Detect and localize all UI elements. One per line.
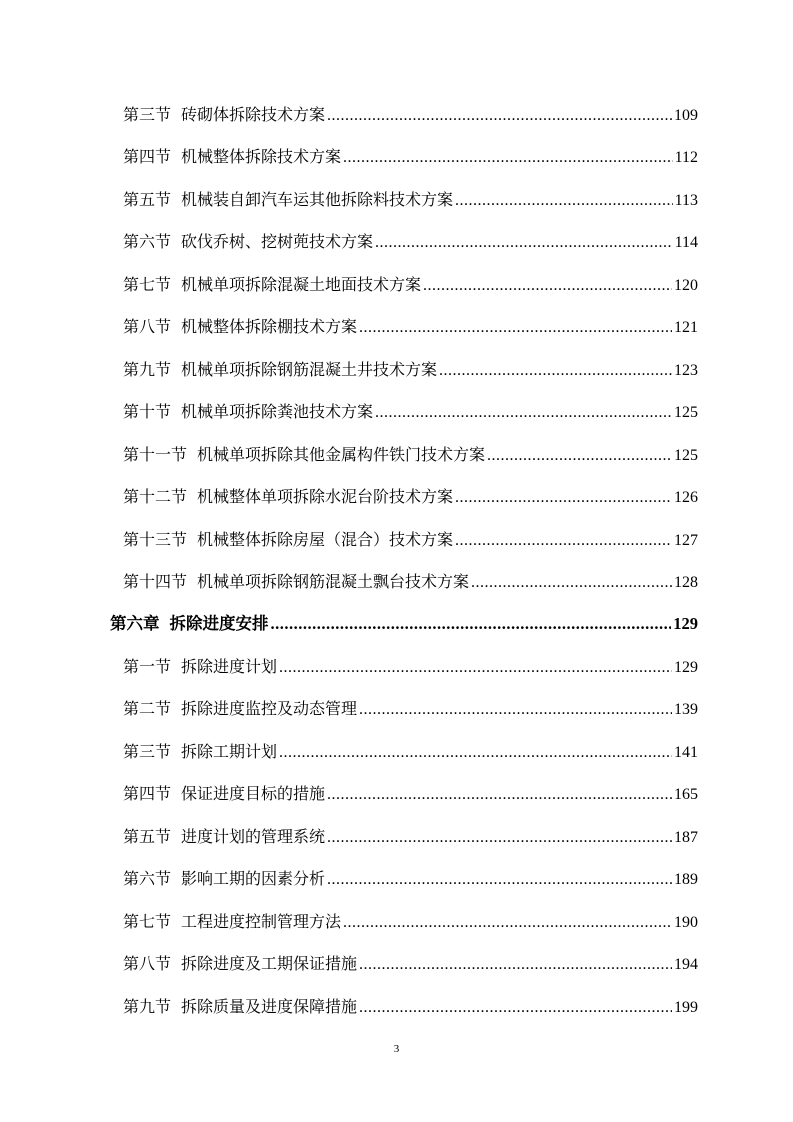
toc-entry[interactable]: [123, 781, 698, 807]
entry-page-number: 125: [674, 404, 698, 422]
entry-page-number: 121: [674, 319, 698, 337]
entry-page-number: 113: [674, 191, 698, 209]
dot-leader: [343, 910, 672, 936]
dot-leader: [375, 400, 672, 426]
dot-leader: [471, 570, 672, 596]
entry-title: 保证进度目标的措施: [181, 784, 326, 804]
toc-entry[interactable]: [123, 144, 698, 170]
toc-entry[interactable]: [123, 229, 698, 255]
toc-entry[interactable]: [123, 739, 698, 765]
entry-page-number: 189: [674, 871, 698, 889]
entry-number: 第六节: [123, 869, 172, 889]
entry-page-number: 109: [674, 107, 698, 124]
toc-entry[interactable]: [123, 951, 698, 977]
entry-number: 第六节: [123, 232, 172, 252]
entry-page-number: 129: [674, 658, 698, 676]
entry-page-number: 120: [674, 276, 698, 294]
entry-number: 第十三节: [123, 529, 188, 549]
entry-title: 机械单项拆除粪池技术方案: [181, 402, 374, 422]
toc-entry[interactable]: [123, 442, 698, 468]
dot-leader: [359, 315, 672, 341]
toc-entry[interactable]: [123, 994, 698, 1020]
entry-number: 第七节: [123, 911, 172, 931]
toc-entry[interactable]: [123, 909, 698, 935]
entry-title: 砍伐乔树、挖树蔸技术方案: [181, 232, 374, 252]
entry-page-number: 139: [674, 701, 698, 719]
toc-entry[interactable]: [123, 696, 698, 722]
chapter-page-number: 129: [673, 614, 698, 634]
entry-number: 第十四节: [123, 572, 188, 591]
entry-page-number: 126: [674, 489, 698, 507]
entry-title: 进度计划的管理系统: [181, 826, 326, 846]
entry-number: 第二节: [123, 699, 172, 719]
dot-leader: [327, 103, 672, 129]
toc-entry[interactable]: [123, 654, 698, 680]
toc-entry[interactable]: [123, 399, 698, 425]
entry-number: 第九节: [123, 996, 172, 1016]
entry-number: 第三节: [123, 105, 172, 124]
entry-number: 第三节: [123, 741, 172, 761]
entry-page-number: 187: [674, 828, 698, 846]
entry-number: 第四节: [123, 784, 172, 804]
dot-leader: [455, 528, 672, 554]
entry-title: 拆除进度监控及动态管理: [181, 699, 358, 719]
dot-leader: [359, 697, 672, 723]
toc-entry[interactable]: [123, 569, 698, 595]
chapter-number: 第六章: [110, 614, 160, 634]
entry-number: 第四节: [123, 147, 172, 167]
dot-leader: [487, 443, 672, 469]
dot-leader: [343, 145, 673, 171]
entry-title: 拆除质量及进度保障措施: [181, 996, 358, 1016]
toc-entry[interactable]: [123, 314, 698, 340]
entry-page-number: 128: [674, 574, 698, 591]
entry-title: 机械单项拆除混凝土地面技术方案: [181, 274, 422, 294]
toc-entry[interactable]: [123, 824, 698, 850]
entry-title: 机械整体拆除房屋（混合）技术方案: [197, 529, 454, 549]
toc-entry[interactable]: [123, 866, 698, 892]
entry-title: 机械单项拆除钢筋混凝土井技术方案: [181, 359, 438, 379]
entry-page-number: 199: [674, 998, 698, 1016]
entry-number: 第九节: [123, 359, 172, 379]
entry-page-number: 194: [674, 956, 698, 973]
dot-leader: [439, 358, 672, 384]
dot-leader: [359, 952, 672, 978]
entry-title: 拆除进度计划: [181, 656, 278, 676]
entry-title: 机械整体单项拆除水泥台阶技术方案: [197, 487, 454, 507]
entry-title: 机械单项拆除其他金属构件铁门技术方案: [197, 444, 486, 464]
dot-leader: [327, 867, 672, 893]
page-number: 3: [393, 1043, 400, 1055]
entry-page-number: 112: [674, 149, 698, 167]
entry-page-number: 123: [674, 361, 698, 379]
toc-entry[interactable]: [123, 102, 698, 128]
entry-page-number: 127: [674, 531, 698, 549]
dot-leader: [279, 655, 672, 681]
entry-number: 第八节: [123, 954, 172, 973]
entry-number: 第十节: [123, 402, 172, 422]
dot-leader: [375, 230, 673, 256]
entry-title: 工程进度控制管理方法: [181, 911, 342, 931]
entry-title: 机械单项拆除钢筋混凝土飘台技术方案: [197, 572, 470, 591]
entry-number: 第十一节: [123, 444, 188, 464]
entry-title: 机械整体拆除棚技术方案: [181, 317, 358, 337]
entry-page-number: 141: [674, 743, 698, 761]
entry-title: 机械装自卸汽车运其他拆除料技术方案: [181, 189, 454, 209]
entry-number: 第七节: [123, 274, 172, 294]
dot-leader: [359, 995, 672, 1021]
chapter-title: 拆除进度安排: [169, 614, 269, 634]
entry-page-number: 165: [674, 786, 698, 804]
entry-number: 第五节: [123, 189, 172, 209]
entry-page-number: 125: [674, 446, 698, 464]
entry-title: 拆除进度及工期保证措施: [181, 954, 358, 973]
entry-title: 机械整体拆除技术方案: [181, 147, 342, 167]
dot-leader: [327, 782, 672, 808]
entry-page-number: 190: [674, 913, 698, 931]
entry-number: 第八节: [123, 317, 172, 337]
dot-leader: [423, 273, 672, 299]
entry-page-number: 114: [674, 234, 698, 252]
entry-number: 第十二节: [123, 487, 188, 507]
dot-leader: [455, 188, 673, 214]
dot-leader: [455, 485, 672, 511]
dot-leader: [279, 740, 672, 766]
toc-entry[interactable]: [123, 527, 698, 553]
toc-entry[interactable]: [123, 187, 698, 213]
entry-title: 拆除工期计划: [181, 741, 278, 761]
entry-title: 影响工期的因素分析: [181, 869, 326, 889]
toc-chapter-entry[interactable]: [110, 611, 698, 637]
dot-leader: [271, 611, 672, 637]
toc-entry[interactable]: [123, 272, 698, 298]
entry-number: 第五节: [123, 826, 172, 846]
entry-number: 第一节: [123, 656, 172, 676]
dot-leader: [327, 825, 672, 851]
toc-entry[interactable]: [123, 484, 698, 510]
toc-entry[interactable]: [123, 357, 698, 383]
entry-title: 砖砌体拆除技术方案: [181, 105, 326, 124]
